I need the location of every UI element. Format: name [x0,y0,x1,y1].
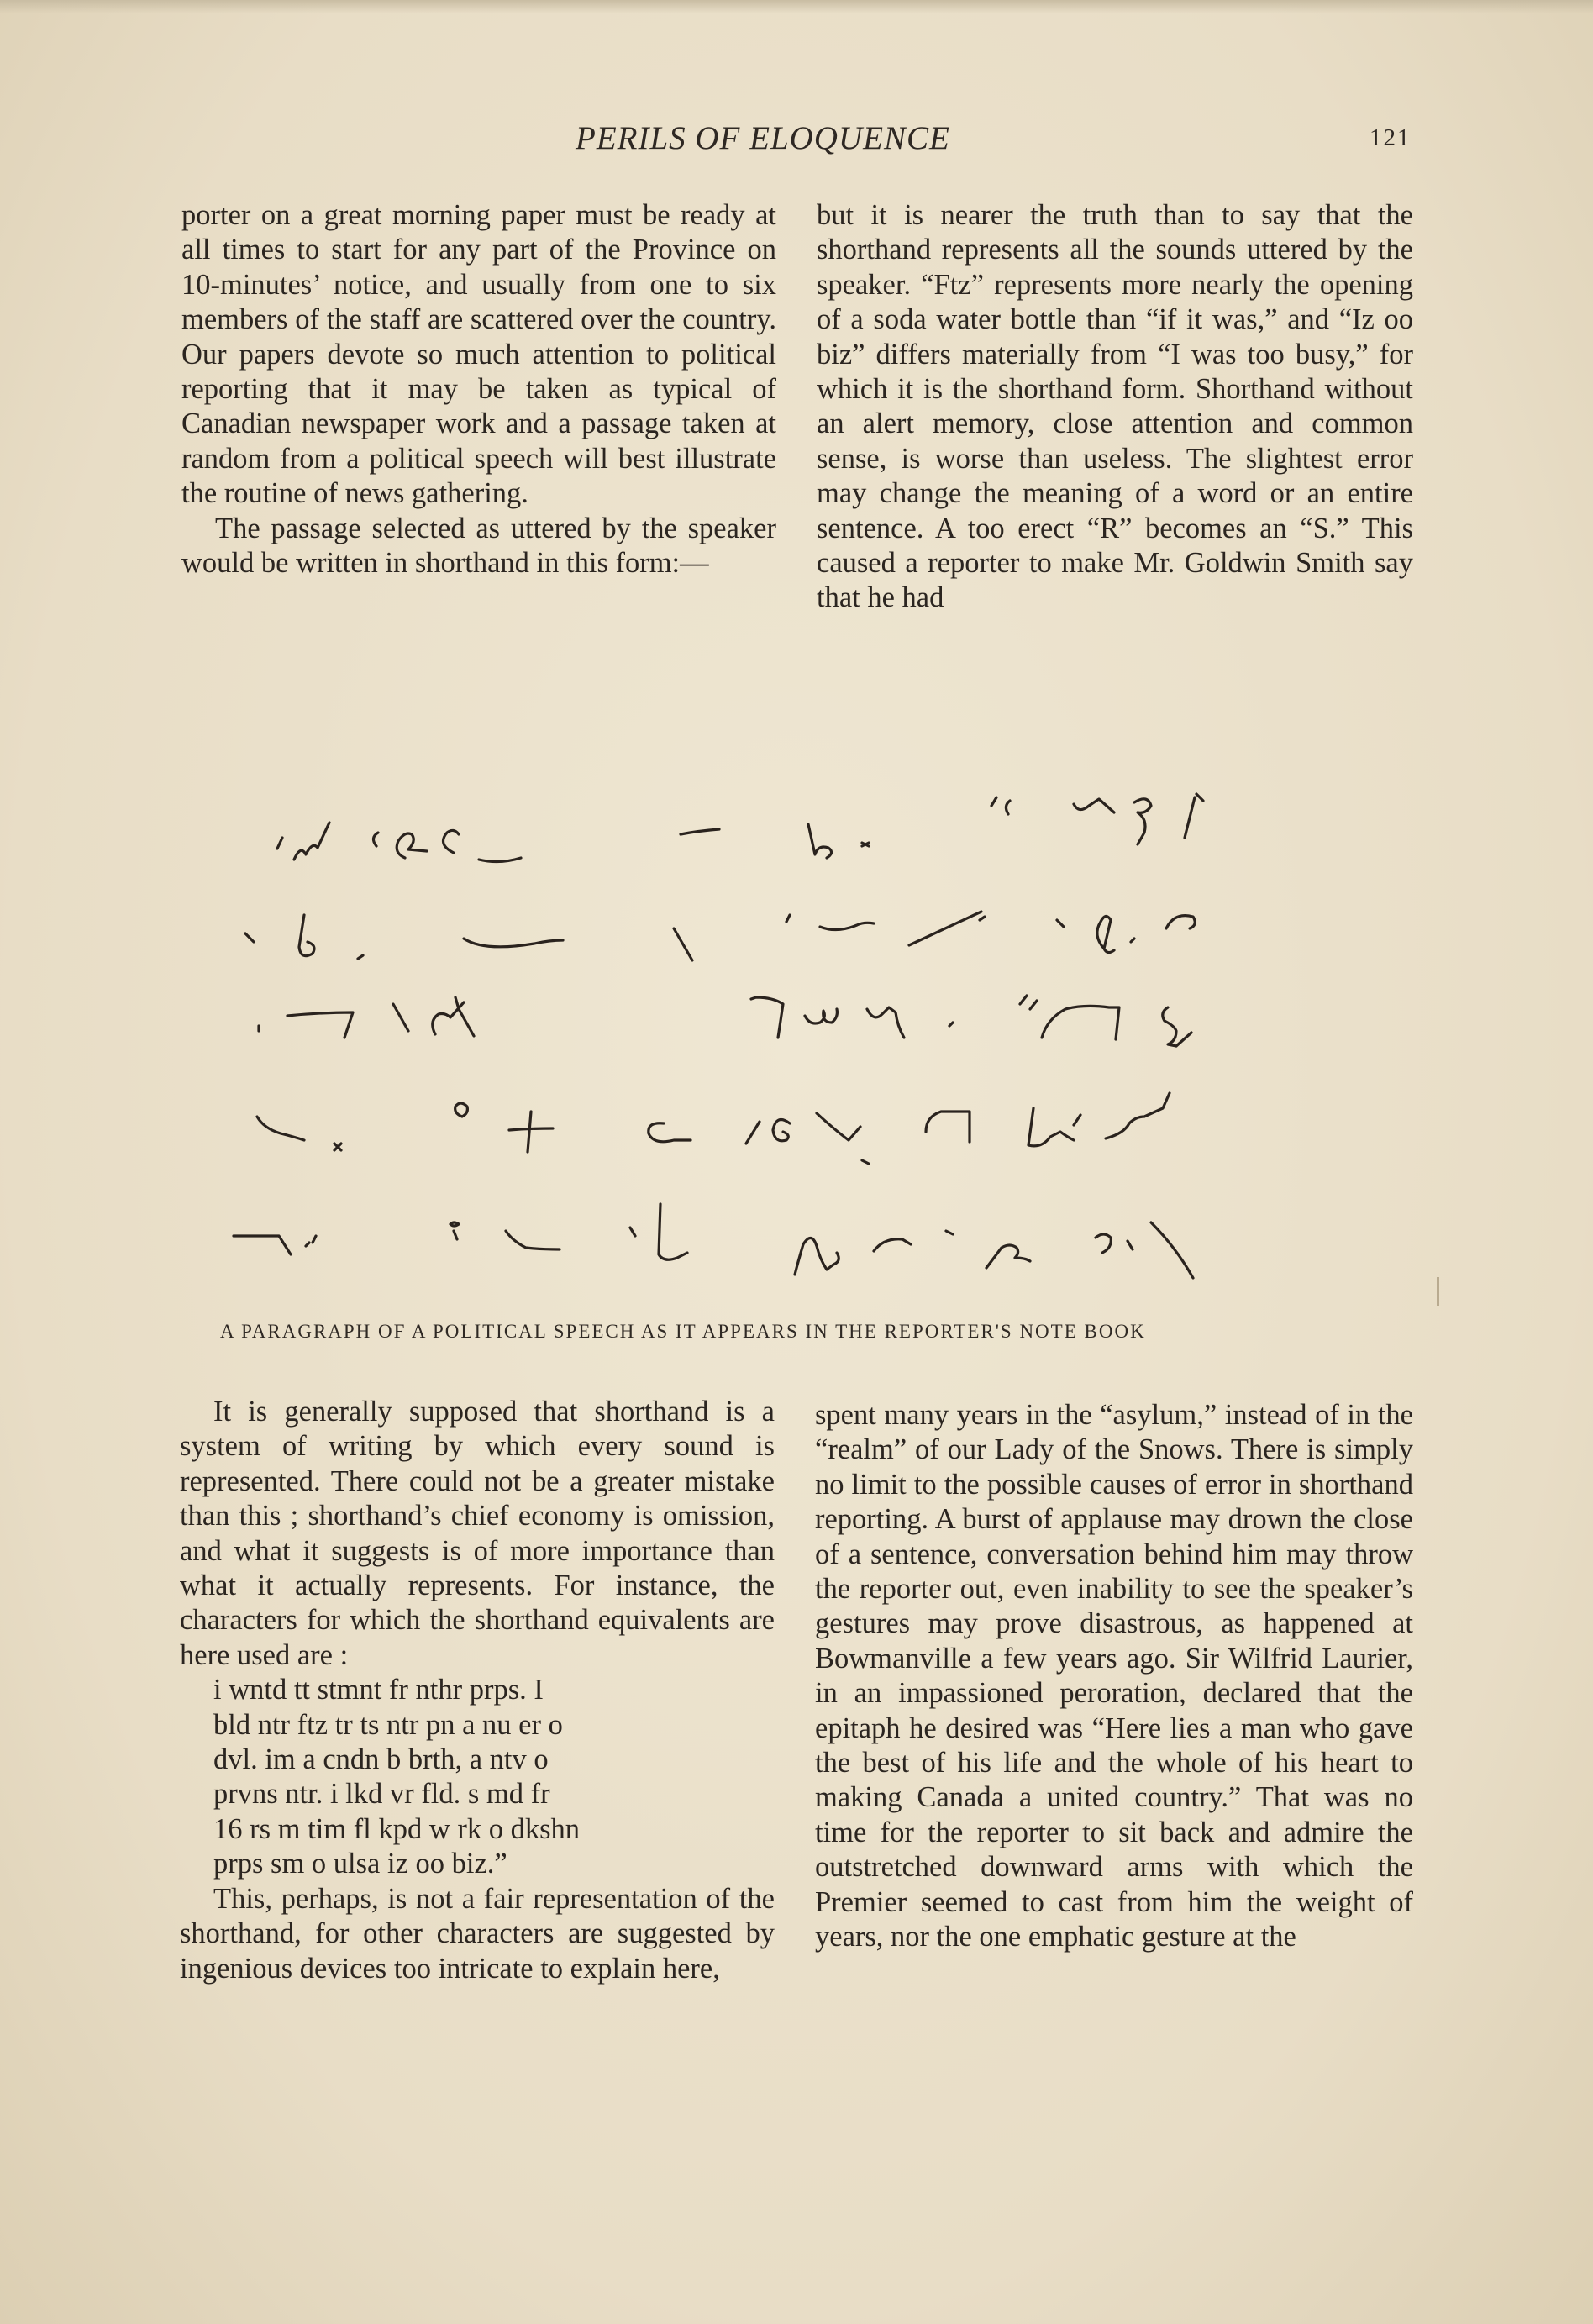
abbreviated-line: prps sm o ulsa iz oo biz.” [213,1848,507,1880]
abbreviated-line: 16 rs m tim fl kpd w rk o dkshn [213,1812,581,1845]
paragraph: It is generally supposed that shorthand is a system of writing by which every sound is represented. There could not be a greater mistake than this ; shorthand’s chief economy is omission, and what it suggests is of more importance than what it actually represents. For instance, the characters for which the shorthand equivalents are here used are : [180,1396,775,1671]
abbreviated-passage [180,1673,775,1881]
figure-caption: A PARAGRAPH OF A POLITICAL SPEECH AS IT APPEARS IN THE REPORTER'S NOTE BOOK [220,1321,1146,1342]
paragraph: The passage selected as uttered by the speaker would be written in shorthand in this form:— [181,512,776,580]
top-right-column [817,198,1413,616]
abbreviated-line: bld ntr ftz tr ts ntr pn a nu er o [213,1708,563,1741]
page-number: 121 [1370,124,1412,151]
abbreviated-line: i wntd tt stmnt fr nthr prps. I [213,1674,544,1706]
stray-margin-mark [1437,1277,1439,1306]
paragraph: but it is nearer the truth than to say that the shorthand represents all the sounds uttered by the speaker. “Ftz” represents more nearly the opening of a soda water bottle than “if it was,” and “Iz oo biz” differs materially from “I was too busy,” for which it is the shorthand form. Shorthand without an alert memory, close attention and common sense, is worse than useless. The slightest error may change the meaning of a word or an entire sentence. A too erect “R” becomes an “S.” This caused a reporter to make Mr. Goldwin Smith say that he had [817,199,1413,614]
abbreviated-line: prvns ntr. i lkd vr fld. s md fr [213,1778,550,1811]
shorthand-figure [210,760,1386,1315]
paragraph: spent many years in the “asylum,” instead of in the “realm” of our Lady of the Snows. There is simply no limit to the possible causes of error in shorthand reporting. A burst of applause may drown the close of a sentence, conversation behind him may throw the reporter out, even inability to see the speaker’s gestures may prove disastrous, as happened at Bowmanville a few years ago. Sir Wilfrid Laurier, in an impassioned peroration, declared that the epitaph he desired was “Here lies a man who gave the best of his life and the whole of his heart to making Canada a united country.” That was no time for the reporter to sit back and admire the outstretched downward arms with which the Premier seemed to cast from him the weight of years, nor the one emphatic gesture at the [815,1399,1413,1953]
top-left-column [181,198,776,581]
bottom-right-column [815,1398,1413,1955]
abbreviated-line: dvl. im a cndn b brth, a ntv o [213,1743,549,1776]
bottom-left-column [180,1395,775,1986]
shorthand-strokes [210,760,1386,1315]
paragraph: porter on a great morning paper must be ready at all times to start for any part of the Province on 10-minutes’ notice, and usually from one to six members of the staff are scattered over the country. Our papers devote so much attention to political reporting that it may be taken as typical of Canadian newspaper work and a passage taken at random from a political speech will best illustrate the routine of news gathering. [181,199,776,510]
paragraph: This, perhaps, is not a fair representation of the shorthand, for other characters are suggested by ingenious devices too intricate to explain here, [180,1882,775,1985]
running-title: PERILS OF ELOQUENCE [576,120,950,156]
running-head [0,119,1593,170]
page-top-edge [0,0,1593,13]
